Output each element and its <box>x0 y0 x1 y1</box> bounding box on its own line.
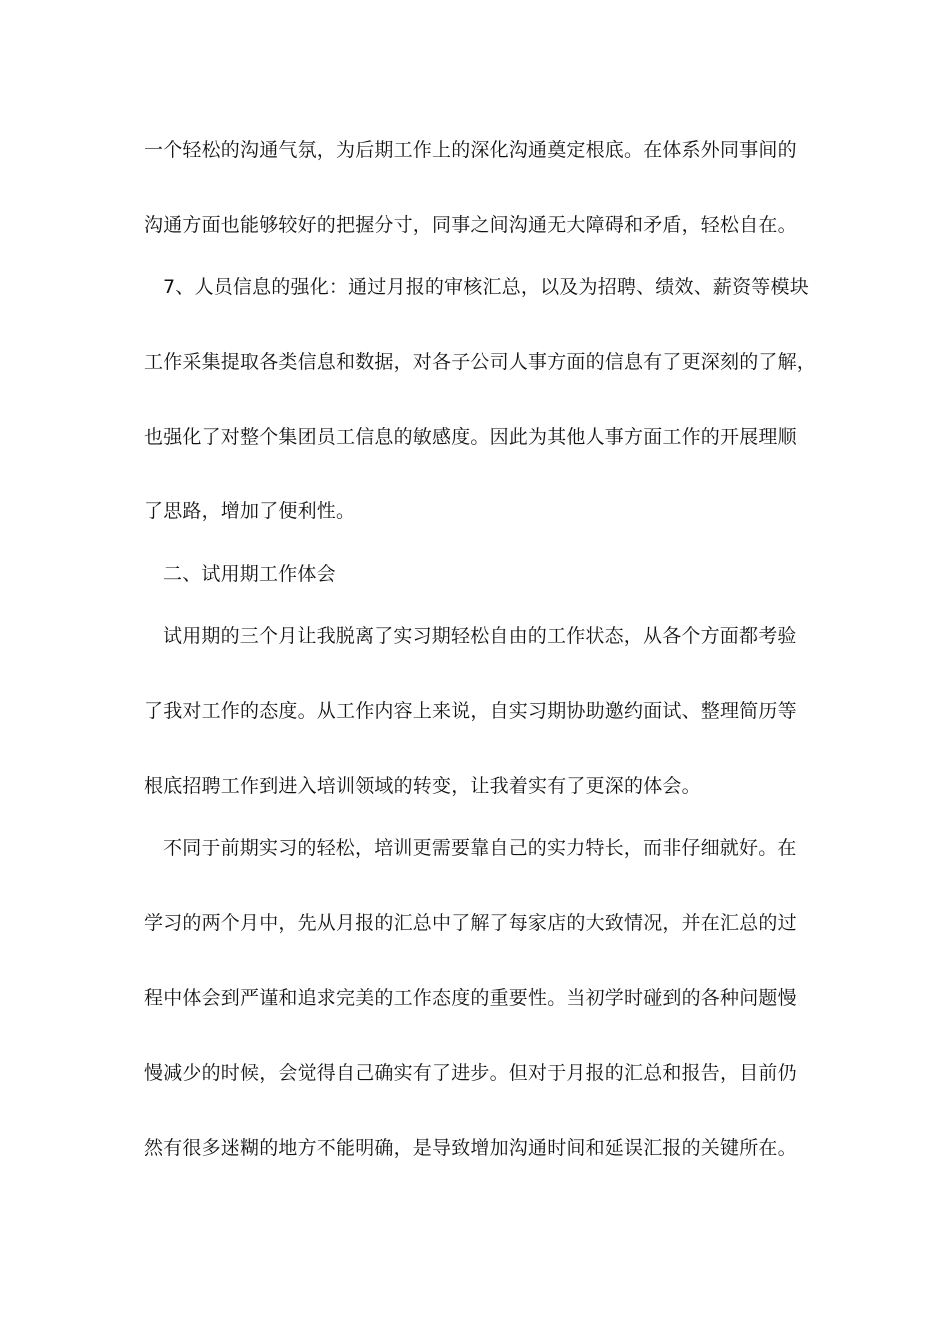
paragraph-line: 了思路，增加了便利性。 <box>144 500 356 522</box>
paragraph-line: 然有很多迷糊的地方不能明确，是导致增加沟通时间和延误汇报的关键所在。 <box>144 1137 797 1159</box>
paragraph-line: 慢减少的时候，会觉得自己确实有了进步。但对于月报的汇总和报告，目前仍 <box>144 1062 797 1084</box>
section-heading: 二、试用期工作体会 <box>163 563 336 585</box>
paragraph-line: 沟通方面也能够较好的把握分寸，同事之间沟通无大障碍和矛盾，轻松自在。 <box>144 214 797 236</box>
paragraph-line: 试用期的三个月让我脱离了实习期轻松自由的工作状态，从各个方面都考验 <box>163 625 797 647</box>
paragraph-line: 也强化了对整个集团员工信息的敏感度。因此为其他人事方面工作的开展理顺 <box>144 426 797 448</box>
paragraph-line: 了我对工作的态度。从工作内容上来说，自实习期协助邀约面试、整理简历等 <box>144 700 797 722</box>
paragraph-line: 根底招聘工作到进入培训领域的转变，让我着实有了更深的体会。 <box>144 775 701 797</box>
paragraph-line: 不同于前期实习的轻松，培训更需要靠自己的实力特长，而非仔细就好。在 <box>163 837 797 859</box>
paragraph-line: 学习的两个月中，先从月报的汇总中了解了每家店的大致情况，并在汇总的过 <box>144 912 797 934</box>
paragraph-line: 一个轻松的沟通气氛，为后期工作上的深化沟通奠定根底。在体系外同事间的 <box>144 139 797 161</box>
paragraph-line: 程中体会到严谨和追求完美的工作态度的重要性。当初学时碰到的各种问题慢 <box>144 987 797 1009</box>
paragraph-line: 7、人员信息的强化：通过月报的审核汇总，以及为招聘、绩效、薪资等模块 <box>163 276 809 298</box>
paragraph-line: 工作采集提取各类信息和数据，对各子公司人事方面的信息有了更深刻的了解， <box>144 351 817 373</box>
